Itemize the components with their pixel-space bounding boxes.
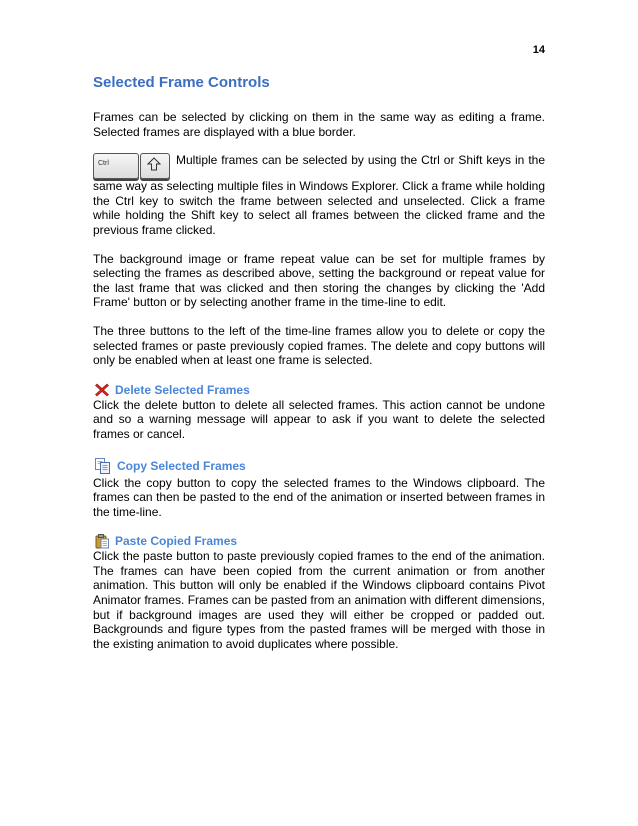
delete-heading: Delete Selected Frames <box>115 382 250 397</box>
copy-subsection <box>93 456 545 520</box>
delete-subsection <box>93 382 545 442</box>
paste-description: Click the paste button to paste previously copied frames to the end of the animation. The frames can have been copied from the current animation or from another animation. This button will only be enabled if the Windows clipboard contains Pivot Animator frames. Frames can be pasted from an animation with different dimensions, but if background images are used they will either be cropped or padded out. Backgrounds and figure types from the pasted frames will be merged with those in the existing animation to avoid duplicates where possible. <box>93 549 545 651</box>
copy-heading: Copy Selected Frames <box>117 458 246 473</box>
ctrl-key-icon <box>93 153 139 179</box>
paste-heading-row <box>93 533 545 549</box>
ctrl-key-label: Ctrl <box>98 160 109 168</box>
delete-description: Click the delete button to delete all selected frames. This action cannot be undone and so a warning message will appear to ask if you want to delete the selected frames or cancel. <box>93 397 545 441</box>
copy-description: Click the copy button to copy the selected frames to the Windows clipboard. The frames can then be pasted to the end of the animation or inserted between frames in the time-line. <box>93 475 545 519</box>
paragraph-multi-select <box>93 153 545 237</box>
paragraph-buttons: The three buttons to the left of the time-line frames allow you to delete or copy the selected frames or paste previously copied frames. The delete and copy buttons will only be enabled when at least one frame is selected. <box>93 323 545 368</box>
delete-heading-row <box>93 382 545 398</box>
paragraph-background: The background image or frame repeat value can be set for multiple frames by selecting the frames as described above, setting the background or repeat value for the last frame that was clicked and then storing the changes by clicking the 'Add Frame' button or by selecting another frame in the time-line to edit. <box>93 251 545 310</box>
paste-heading: Paste Copied Frames <box>115 534 238 549</box>
shift-key-icon <box>140 153 170 179</box>
paragraph-multi-select-text: Multiple frames can be selected by using the Ctrl or Shift keys in the same way as selecting multiple files in Windows Explorer. Click a frame while holding the Ctrl key to switch the frame between selected and unselected. Click a frame while holding the Shift key to select all frames between the clicked frame and the previous frame clicked. <box>93 153 545 237</box>
section-title: Selected Frame Controls <box>93 74 270 91</box>
shift-arrow-icon <box>147 157 161 171</box>
paragraph-selection: Frames can be selected by clicking on them in the same way as editing a frame. Selected frames are displayed with a blue border. <box>93 110 545 139</box>
copy-icon <box>93 457 113 475</box>
paste-subsection <box>93 533 545 651</box>
page-content <box>93 74 545 665</box>
copy-heading-row <box>93 456 545 476</box>
red-x-icon <box>93 382 111 398</box>
keyboard-keys-illustration <box>93 153 170 179</box>
page-number: 14 <box>532 44 545 56</box>
paste-icon <box>93 533 111 549</box>
